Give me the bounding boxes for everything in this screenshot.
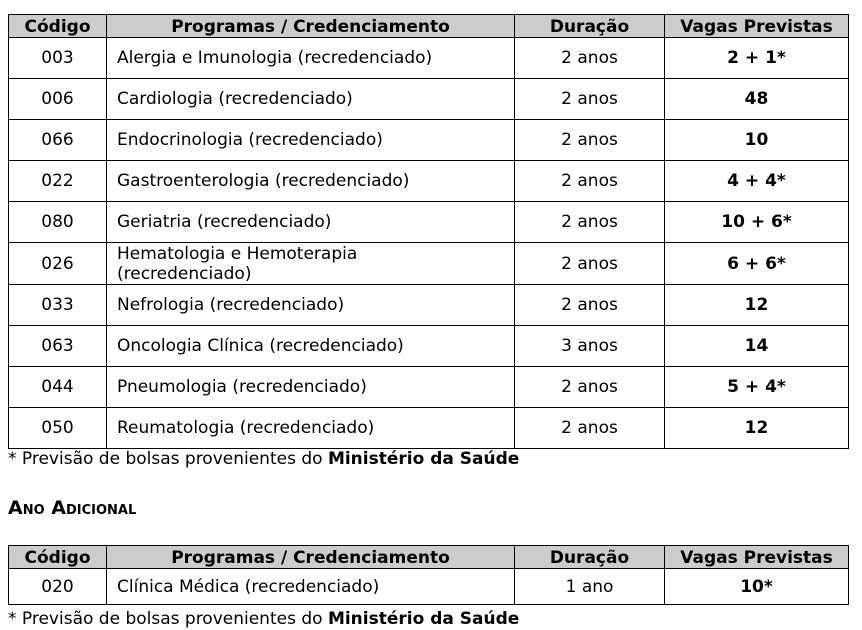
program-code: 026 [9,243,107,285]
program-slots: 10 [665,120,849,161]
program-code: 003 [9,38,107,79]
program-code: 063 [9,326,107,367]
program-duration: 3 anos [515,326,665,367]
program-name [107,243,515,285]
header-program: Programas / Credenciamento [107,15,515,38]
table-row [9,38,849,79]
program-duration: 2 anos [515,79,665,120]
header-code: Código [9,546,107,569]
table-row [9,202,849,243]
program-slots: 14 [665,326,849,367]
program-duration: 2 anos [515,243,665,285]
program-name: Geriatria (recredenciado) [107,202,515,243]
table-row [9,569,849,605]
program-slots: 48 [665,79,849,120]
program-code: 022 [9,161,107,202]
footnote [8,609,519,629]
program-duration: 2 anos [515,202,665,243]
program-name: Cardiologia (recredenciado) [107,79,515,120]
additional-programs-table [8,545,849,605]
program-slots: 12 [665,285,849,326]
program-duration: 2 anos [515,367,665,408]
program-name-line2: (recredenciado) [117,263,252,284]
program-name: Pneumologia (recredenciado) [107,367,515,408]
program-slots: 2 + 1* [665,38,849,79]
header-duration: Duração [515,546,665,569]
table-row [9,243,849,285]
header-program: Programas / Credenciamento [107,546,515,569]
program-code: 006 [9,79,107,120]
table-row [9,79,849,120]
program-code: 020 [9,569,107,605]
program-duration: 2 anos [515,285,665,326]
program-name: Endocrinologia (recredenciado) [107,120,515,161]
table-row [9,367,849,408]
program-slots: 6 + 6* [665,243,849,285]
program-duration: 1 ano [515,569,665,605]
program-duration: 2 anos [515,161,665,202]
table-header-row [9,546,849,569]
program-duration: 2 anos [515,408,665,449]
table-header-row [9,15,849,38]
program-slots: 10 + 6* [665,202,849,243]
program-duration: 2 anos [515,38,665,79]
footnote-text: * Previsão de bolsas provenientes do [8,449,328,469]
header-duration: Duração [515,15,665,38]
footnote-text: * Previsão de bolsas provenientes do [8,609,328,629]
header-slots: Vagas Previstas [665,15,849,38]
footnote-emphasis: Ministério da Saúde [327,449,520,469]
header-code: Código [9,15,107,38]
program-slots: 12 [665,408,849,449]
table-row [9,161,849,202]
program-slots: 5 + 4* [665,367,849,408]
section-title: Ano Adicional [8,497,137,519]
program-duration: 2 anos [515,120,665,161]
table-row [9,408,849,449]
program-name: Clínica Médica (recredenciado) [107,569,515,605]
program-code: 066 [9,120,107,161]
program-name: Alergia e Imunologia (recredenciado) [107,38,515,79]
program-code: 050 [9,408,107,449]
table-row [9,326,849,367]
footnote-emphasis: Ministério da Saúde [327,609,520,629]
header-slots: Vagas Previstas [665,546,849,569]
program-name: Oncologia Clínica (recredenciado) [107,326,515,367]
table-row [9,120,849,161]
program-name: Gastroenterologia (recredenciado) [107,161,515,202]
program-name-line1: Hematologia e Hemoterapia [117,243,358,264]
program-slots: 4 + 4* [665,161,849,202]
program-code: 044 [9,367,107,408]
table-row [9,285,849,326]
program-slots: 10* [665,569,849,605]
program-name: Nefrologia (recredenciado) [107,285,515,326]
footnote [8,449,519,469]
program-name: Reumatologia (recredenciado) [107,408,515,449]
program-code: 080 [9,202,107,243]
program-code: 033 [9,285,107,326]
programs-table [8,14,849,449]
